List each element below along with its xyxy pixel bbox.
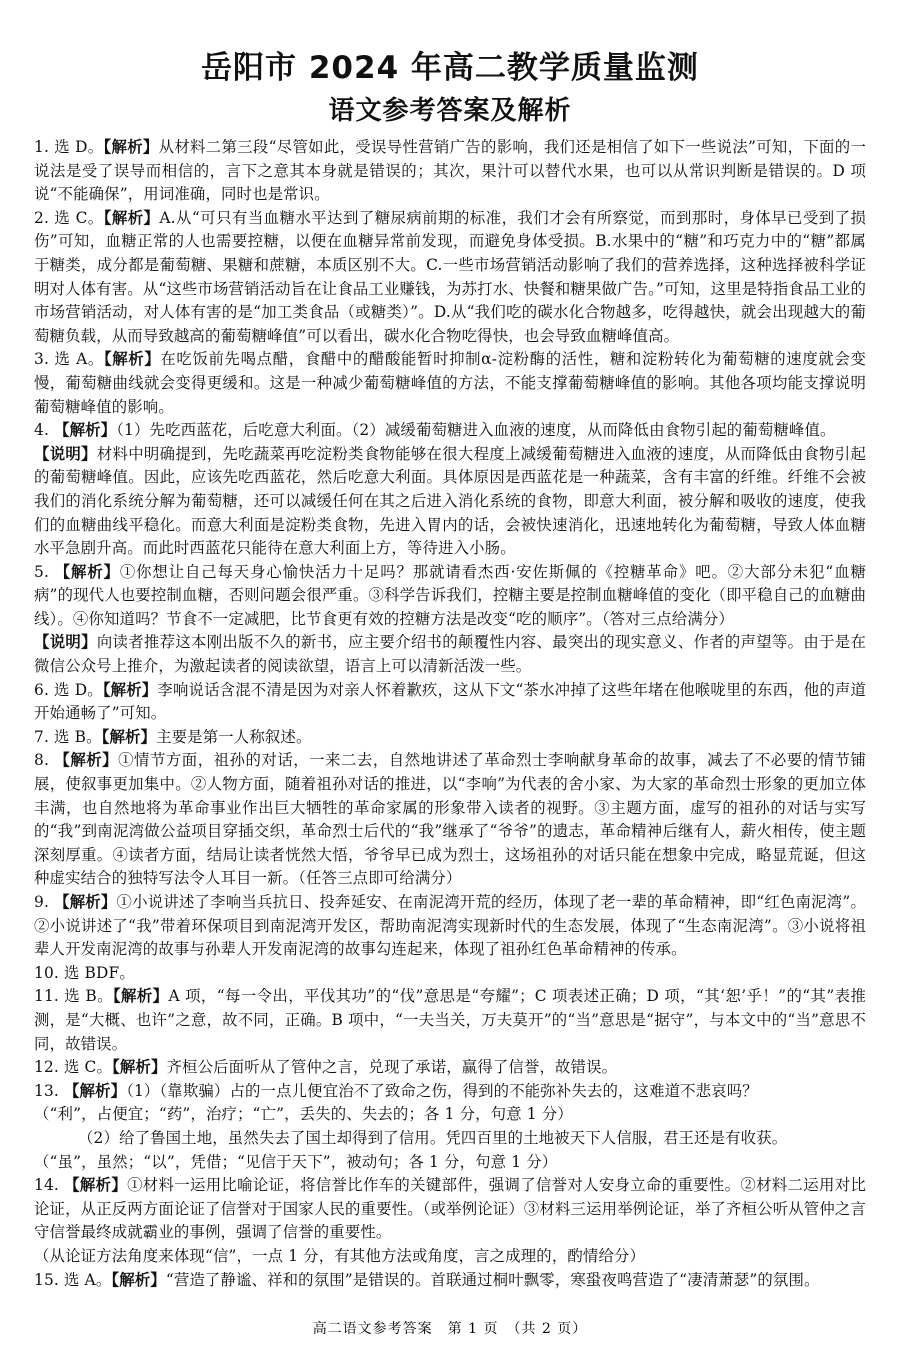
analysis-tag: 【解析】	[64, 1176, 128, 1195]
answer-text: 在吃饭前先喝点醋，食醋中的醋酸能暂时抑制α-淀粉酶的活性，糖和淀粉转化为葡萄糖的速度就会变慢，葡萄糖曲线就会变得更缓和。这是一种减少葡萄糖峰值的方法，不能支撑葡萄糖峰值的影响。其他各项均能支撑说明葡萄糖峰值的影响。	[34, 350, 866, 416]
answer-text: （从论证方法角度来体现“信”，一点 1 分，有其他方法或角度，言之成理的，酌情给分）	[34, 1246, 646, 1265]
answer-paragraph	[34, 136, 866, 207]
analysis-tag: 【解析】	[103, 208, 160, 227]
answer-text: 李响说话含混不清是因为对亲人怀着歉疚，这从下文“茶水冲掉了这些年堵在他喉咙里的东西，他的声道开始通畅了”可知。	[34, 680, 866, 723]
answer-text: ①小说讲述了李响当兵抗日、投奔延安、在南泥湾开荒的经历，体现了老一辈的革命精神，即“红色南泥湾”。②小说讲述了“我”带着环保项目到南泥湾开发区，帮助南泥湾实现新时代的生态发展，体现了“生态南泥湾”。③小说将祖辈人开发南泥湾的故事与孙辈人开发南泥湾的故事勾连起来，体现了祖孙红色革命精神的传承。	[34, 893, 866, 959]
answer-paragraph	[34, 1151, 866, 1175]
question-number: 13.	[34, 1081, 64, 1100]
question-number: 9.	[34, 893, 55, 911]
question-number: 4.	[34, 421, 55, 440]
answer-paragraph	[34, 962, 866, 986]
analysis-tag: 【解析】	[111, 1270, 166, 1289]
page-title: 岳阳市 2024 年高二教学质量监测	[201, 50, 699, 86]
answer-text: （1）先吃西蓝花，后吃意大利面。（2）减缓葡萄糖进入血液的速度，从而降低由食物引起的葡萄糖峰值。	[116, 421, 836, 440]
answer-text: “营造了静谧、祥和的氛围”是错误的。首联通过桐叶飘零，寒蛩夜鸣营造了“凄清萧瑟”的氛围。	[165, 1270, 820, 1289]
answer-paragraph	[34, 749, 866, 891]
analysis-tag: 【解析】	[54, 893, 117, 911]
answer-text: A.从“可只有当血糖水平达到了糖尿病前期的标准，我们才会有所察觉，而到那时，身体早已受到了损伤”可知，血糖正常的人也需要控糖，以便在血糖异常前发现，而避免身体受损。B.水果中的“糖”和巧克力中的“糖”都属于糖类，成分都是葡萄糖、果糖和蔗糖，本质区别不大。C.一些市场营销活动影响了我们的营养选择，这种选择被科学证明对人体有害。从“这些市场营销活动旨在让食品工业赚钱，为苏打水、快餐和糖果做广告。”可知，这里是特指食品工业的市场营销活动，对人体有害的是“加工类食品（或糖类）”。D.从“我们吃的碳水化合物越多，吃得越快，就会出现越大的葡萄糖负载，从而导致越高的葡萄糖峰值”可以看出，碳水化合物吃得快，也会导致血糖峰值高。	[34, 208, 867, 345]
question-number: 7. 选 B。	[34, 727, 102, 746]
analysis-tag: 【解析】	[101, 727, 157, 746]
answer-paragraph	[34, 348, 866, 419]
answer-paragraph	[34, 1269, 866, 1293]
answer-text: （“虽”，虽然；“以”，凭借；“见信于天下”，被动句；各 1 分，句意 1 分）	[34, 1152, 558, 1171]
question-number: 10. 选 BDF。	[34, 963, 135, 982]
analysis-tag: 【说明】	[34, 633, 97, 652]
page-footer: 高二语文参考答案 第 1 页 （共 2 页）	[312, 1321, 588, 1337]
answer-paragraph	[34, 631, 866, 678]
answer-text: ①材料一运用比喻论证，将信誉比作车的关键部件，强调了信誉对人安身立命的重要性。②材料二运用对比论证，从正反两方面论证了信誉对于国家人民的重要性。（或举例论证）③材料三运用举例论证，举了齐桓公听从管仲之言守信誉最终成就霸业的事例，强调了信誉的重要性。	[34, 1176, 866, 1242]
answer-paragraph	[34, 1056, 866, 1080]
answer-paragraph	[34, 207, 866, 349]
answer-text: （“利”，占便宜；“药”，治疗；“亡”，丢失的、失去的；各 1 分，句意 1 分）	[34, 1105, 573, 1124]
answer-text: （1）（靠欺骗）占的一点儿便宜治不了致命之伤，得到的不能弥补失去的，这难道不悲哀吗？	[126, 1081, 758, 1100]
question-number: 2. 选 C。	[34, 208, 104, 227]
answer-text: 主要是第一人称叙述。	[156, 727, 312, 746]
question-number: 8.	[34, 751, 55, 770]
answer-paragraph	[34, 1127, 866, 1151]
analysis-tag: 【解析】	[54, 421, 117, 440]
answer-text: 材料中明确提到，先吃蔬菜再吃淀粉类食物能够在很大程度上减缓葡萄糖进入血液的速度，从而降低由食物引起的葡萄糖峰值。因此，应该先吃西蓝花，然后吃意大利面。具体原因是西蓝花是一种蔬菜，含有丰富的纤维。纤维不会被我们的消化系统分解为葡萄糖，还可以减缓任何在其之后进入消化系统的食物，即意大利面，被分解和吸收的速度，使我们的血糖曲线平稳化。而意大利面是淀粉类食物，先进入胃内的话，会被快速消化，迅速地转化为葡萄糖，导致人体血糖水平急剧升高。而此时西蓝花只能待在意大利面上方，等待进入小肠。	[34, 444, 866, 558]
answer-paragraph	[34, 561, 866, 632]
question-number: 1. 选 D。	[34, 138, 104, 156]
answer-paragraph	[34, 726, 866, 750]
answer-text: ①情节方面，祖孙的对话，一来二去，自然地讲述了革命烈士李响献身革命的故事，减去了不必要的情节铺展，使叙事更加集中。②人物方面，随着祖孙对话的推进，以“李响”为代表的舍小家、为大家的革命烈士形象的更加立体丰满，也自然地将为革命事业作出巨大牺牲的革命家属的形象带入读者的视野。③主题方面，虚写的祖孙的对话与实写的“我”到南泥湾做公益项目穿插交织，革命烈士后代的“我”继承了“爷爷”的遗志，革命精神后继有人，薪火相传，使主题深刻厚重。④读者方面，结局让读者恍然大悟，爷爷早已成为烈士，这场祖孙的对话只能在想象中完成，略显荒诞，但这种虚实结合的独特写法令人耳目一新。（任答三点即可给满分）	[34, 751, 866, 888]
answer-paragraph	[34, 891, 866, 962]
question-number: 6. 选 D。	[34, 680, 103, 699]
answer-paragraph	[34, 1080, 866, 1104]
answer-text: 齐桓公后面听从了管仲之言，兑现了承诺，赢得了信誉，故错误。	[166, 1058, 618, 1077]
answer-paragraph	[34, 443, 866, 561]
question-number: 14.	[34, 1176, 65, 1195]
analysis-tag: 【说明】	[34, 444, 97, 463]
answer-text: A 项，“每一令出，平伐其功”的“伐”意思是“夸耀”；C 项表述正确；D 项，“其‘恕’乎！”的“其”表推测，是“大概、也许”之意，故不同，正确。B 项中，“一夫当关，万夫莫开”的“当”意思是“据守”，与本文中的“当”意思不同，故错误。	[34, 987, 866, 1053]
question-number: 5.	[34, 562, 55, 581]
answer-paragraph	[34, 1174, 866, 1245]
answer-body	[34, 136, 866, 1292]
question-number: 12. 选 C。	[34, 1058, 113, 1077]
analysis-tag: 【解析】	[103, 350, 161, 369]
answer-text: 向读者推荐这本刚出版不久的新书，应主要介绍书的颠覆性内容、最突出的现实意义、作者的声望等。由于是在微信公众号上推介，为激起读者的阅读欲望，语言上可以清新活泼一些。	[34, 633, 866, 676]
answer-paragraph	[34, 679, 866, 726]
analysis-tag: 【解析】	[54, 751, 119, 770]
analysis-tag: 【解析】	[112, 987, 169, 1006]
analysis-tag: 【解析】	[112, 1058, 167, 1077]
answer-text: 从材料二第三段“尽管如此，受误导性营销广告的影响，我们还是相信了如下一些说法”可知，下面的一说法是受了误导而相信的，言下之意其本身就是错误的；其次，果汁可以替代水果，也可以从常识判断是错误的。D 项说“不能确保”，用词准确，同时也是常识。	[34, 138, 867, 204]
page-subtitle: 语文参考答案及解析	[328, 96, 572, 126]
answer-paragraph	[34, 419, 866, 443]
analysis-tag: 【解析】	[63, 1081, 127, 1100]
answer-text: ①你想让自己每天身心愉快活力十足吗？那就请看杰西·安佐斯佩的《控糖革命》吧。②大部分未犯“血糖病”的现代人也要控制血糖，否则问题会很严重。③科学告诉我们，控糖主要是控制血糖峰值的变化（即平稳自己的血糖曲线）。④你知道吗？节食不一定减肥，比节食更有效的控糖方法是改变“吃的顺序”。（答对三点给满分）	[34, 562, 867, 628]
analysis-tag: 【解析】	[102, 680, 158, 699]
analysis-tag: 【解析】	[54, 562, 120, 581]
question-number: 15. 选 A。	[34, 1270, 112, 1289]
question-number: 3. 选 A。	[34, 350, 104, 369]
question-number: 11. 选 B。	[34, 987, 113, 1006]
analysis-tag: 【解析】	[103, 138, 159, 156]
answer-text: （2）给了鲁国土地，虽然失去了国土却得到了信用。凭四百里的土地被天下人信服，君王还是有收获。	[78, 1128, 788, 1147]
answer-paragraph	[34, 985, 866, 1056]
answer-paragraph	[34, 1245, 866, 1269]
answer-paragraph	[34, 1103, 866, 1127]
